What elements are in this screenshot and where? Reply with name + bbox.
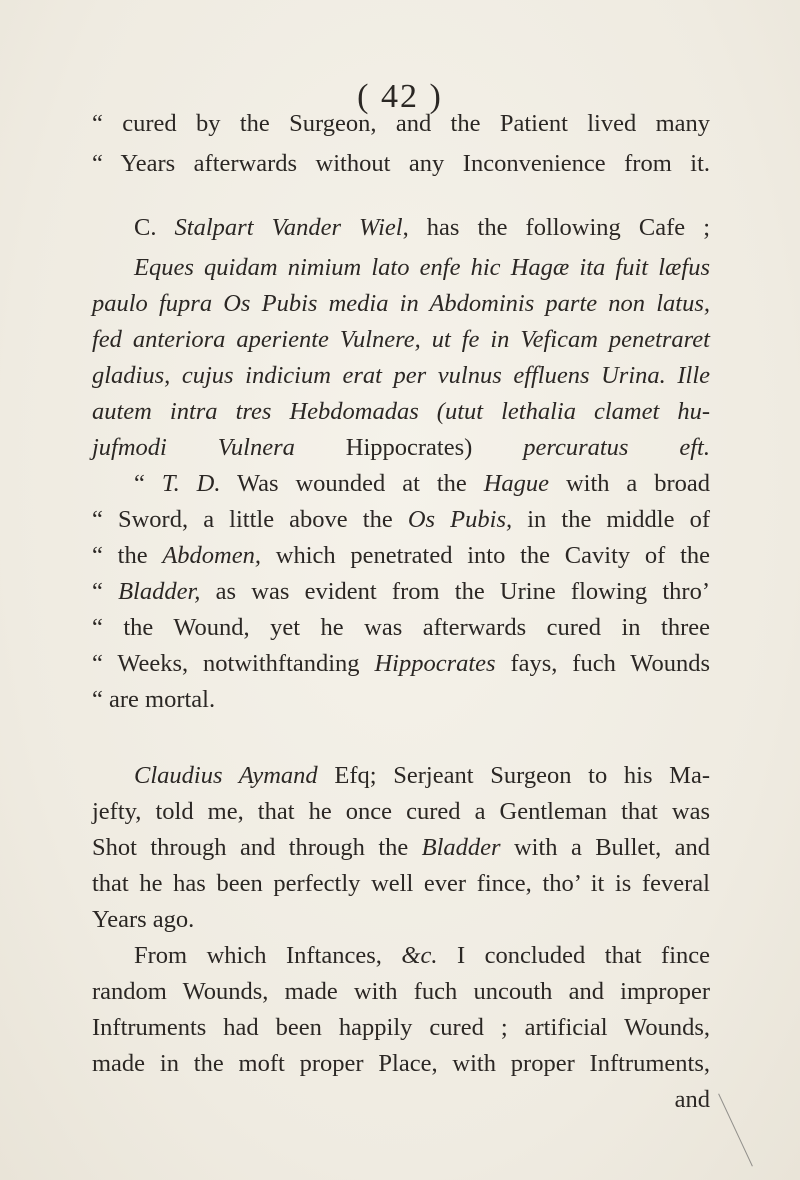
text-run: C. — [134, 214, 175, 241]
text-run: made in the moft proper Place, with proper Inftruments, — [92, 1050, 710, 1077]
text-line — [92, 794, 710, 830]
text-run: Shot through and through the — [92, 834, 422, 861]
text-line — [92, 646, 710, 682]
text-run: with a Bullet, and — [500, 834, 710, 861]
text-run: “ the — [92, 542, 163, 569]
text-run: in the middle of — [512, 506, 710, 533]
text-line — [92, 1010, 710, 1046]
text-run: jufmodi Vulnera — [92, 434, 295, 461]
text-run: that he has been perfectly well ever fince, tho’ it is feveral — [92, 870, 710, 897]
text-run: &c. — [401, 942, 438, 969]
text-run: and — [674, 1086, 710, 1113]
text-run: Years ago. — [92, 906, 195, 933]
text-run: which penetrated into the Cavity of the — [261, 542, 710, 569]
text-run: Claudius Aymand — [134, 762, 318, 789]
text-line — [92, 502, 710, 538]
text-run: Bladder — [421, 834, 501, 861]
text-run: “ Years afterwards without any Inconvenience from it. — [92, 150, 710, 177]
text-run: random Wounds, made with fuch uncouth and improper — [92, 978, 710, 1005]
text-line — [92, 866, 710, 902]
text-run: “ — [92, 578, 119, 605]
text-line — [92, 682, 710, 718]
text-run: Hague — [483, 470, 550, 497]
text-line — [92, 1082, 710, 1118]
text-line — [92, 358, 710, 394]
text-run: paulo fupra Os Pubis media in Abdominis parte non latus, — [92, 290, 710, 317]
text-run: fed anteriora aperiente Vulnere, ut fe in Veficam penetraret — [92, 326, 710, 353]
text-run: “ Weeks, notwithftanding — [92, 650, 375, 677]
text-line — [134, 758, 710, 794]
text-run: Hippocrates) — [294, 434, 524, 461]
text-run: Abdomen, — [162, 542, 262, 569]
text-run: Os Pubis, — [407, 506, 513, 533]
text-run: , has the following Cafe ; — [402, 214, 711, 241]
text-line — [92, 394, 710, 430]
text-run: Was wounded at the — [220, 470, 484, 497]
text-line — [92, 974, 710, 1010]
text-run: I concluded that fince — [437, 942, 711, 969]
text-run: Efq; Serjeant Surgeon to his Ma- — [317, 762, 710, 789]
text-run: fays, fuch Wounds — [495, 650, 710, 677]
text-run: “ — [134, 470, 162, 497]
text-line — [92, 902, 710, 938]
margin-scratch — [718, 1094, 753, 1167]
text-line — [92, 830, 710, 866]
text-line — [92, 322, 710, 358]
text-run: Inftruments had been happily cured ; artificial Wounds, — [92, 1014, 710, 1041]
text-run: “ Sword, a little above the — [92, 506, 408, 533]
text-line — [92, 106, 710, 142]
text-line — [92, 610, 710, 646]
text-line — [92, 286, 710, 322]
text-run: gladius, cujus indicium erat per vulnus effluens Urina. Ille — [92, 362, 710, 389]
text-line — [92, 146, 710, 182]
text-line — [92, 1046, 710, 1082]
text-run: jefty, told me, that he once cured a Gentleman that was — [92, 798, 710, 825]
text-line — [134, 210, 710, 246]
text-run: Hippocrates — [374, 650, 496, 677]
text-run: autem intra tres Hebdomadas (utut lethalia clamet hu- — [92, 398, 710, 425]
text-line — [134, 466, 710, 502]
text-line — [92, 574, 710, 610]
text-run: “ are mortal. — [92, 686, 216, 713]
text-run: Eques quidam nimium lato enfe hic Hagæ ita fuit læfus — [134, 254, 710, 281]
text-line — [92, 538, 710, 574]
text-run: percuratus eft. — [523, 434, 710, 461]
text-run: with a broad — [549, 470, 711, 497]
text-run: Stalpart Vander Wiel — [174, 214, 403, 241]
text-line — [92, 430, 710, 466]
text-run: as was evident from the Urine flowing thro’ — [200, 578, 710, 605]
page-number: ( 42 ) — [357, 78, 443, 115]
text-line — [134, 250, 710, 286]
text-run: Bladder, — [118, 578, 201, 605]
text-line — [134, 938, 710, 974]
text-run: From which Inftances, — [134, 942, 402, 969]
text-run: “ the Wound, yet he was afterwards cured in three — [92, 614, 710, 641]
text-run: T. D. — [161, 470, 221, 497]
text-run: “ cured by the Surgeon, and the Patient lived many — [92, 110, 710, 137]
